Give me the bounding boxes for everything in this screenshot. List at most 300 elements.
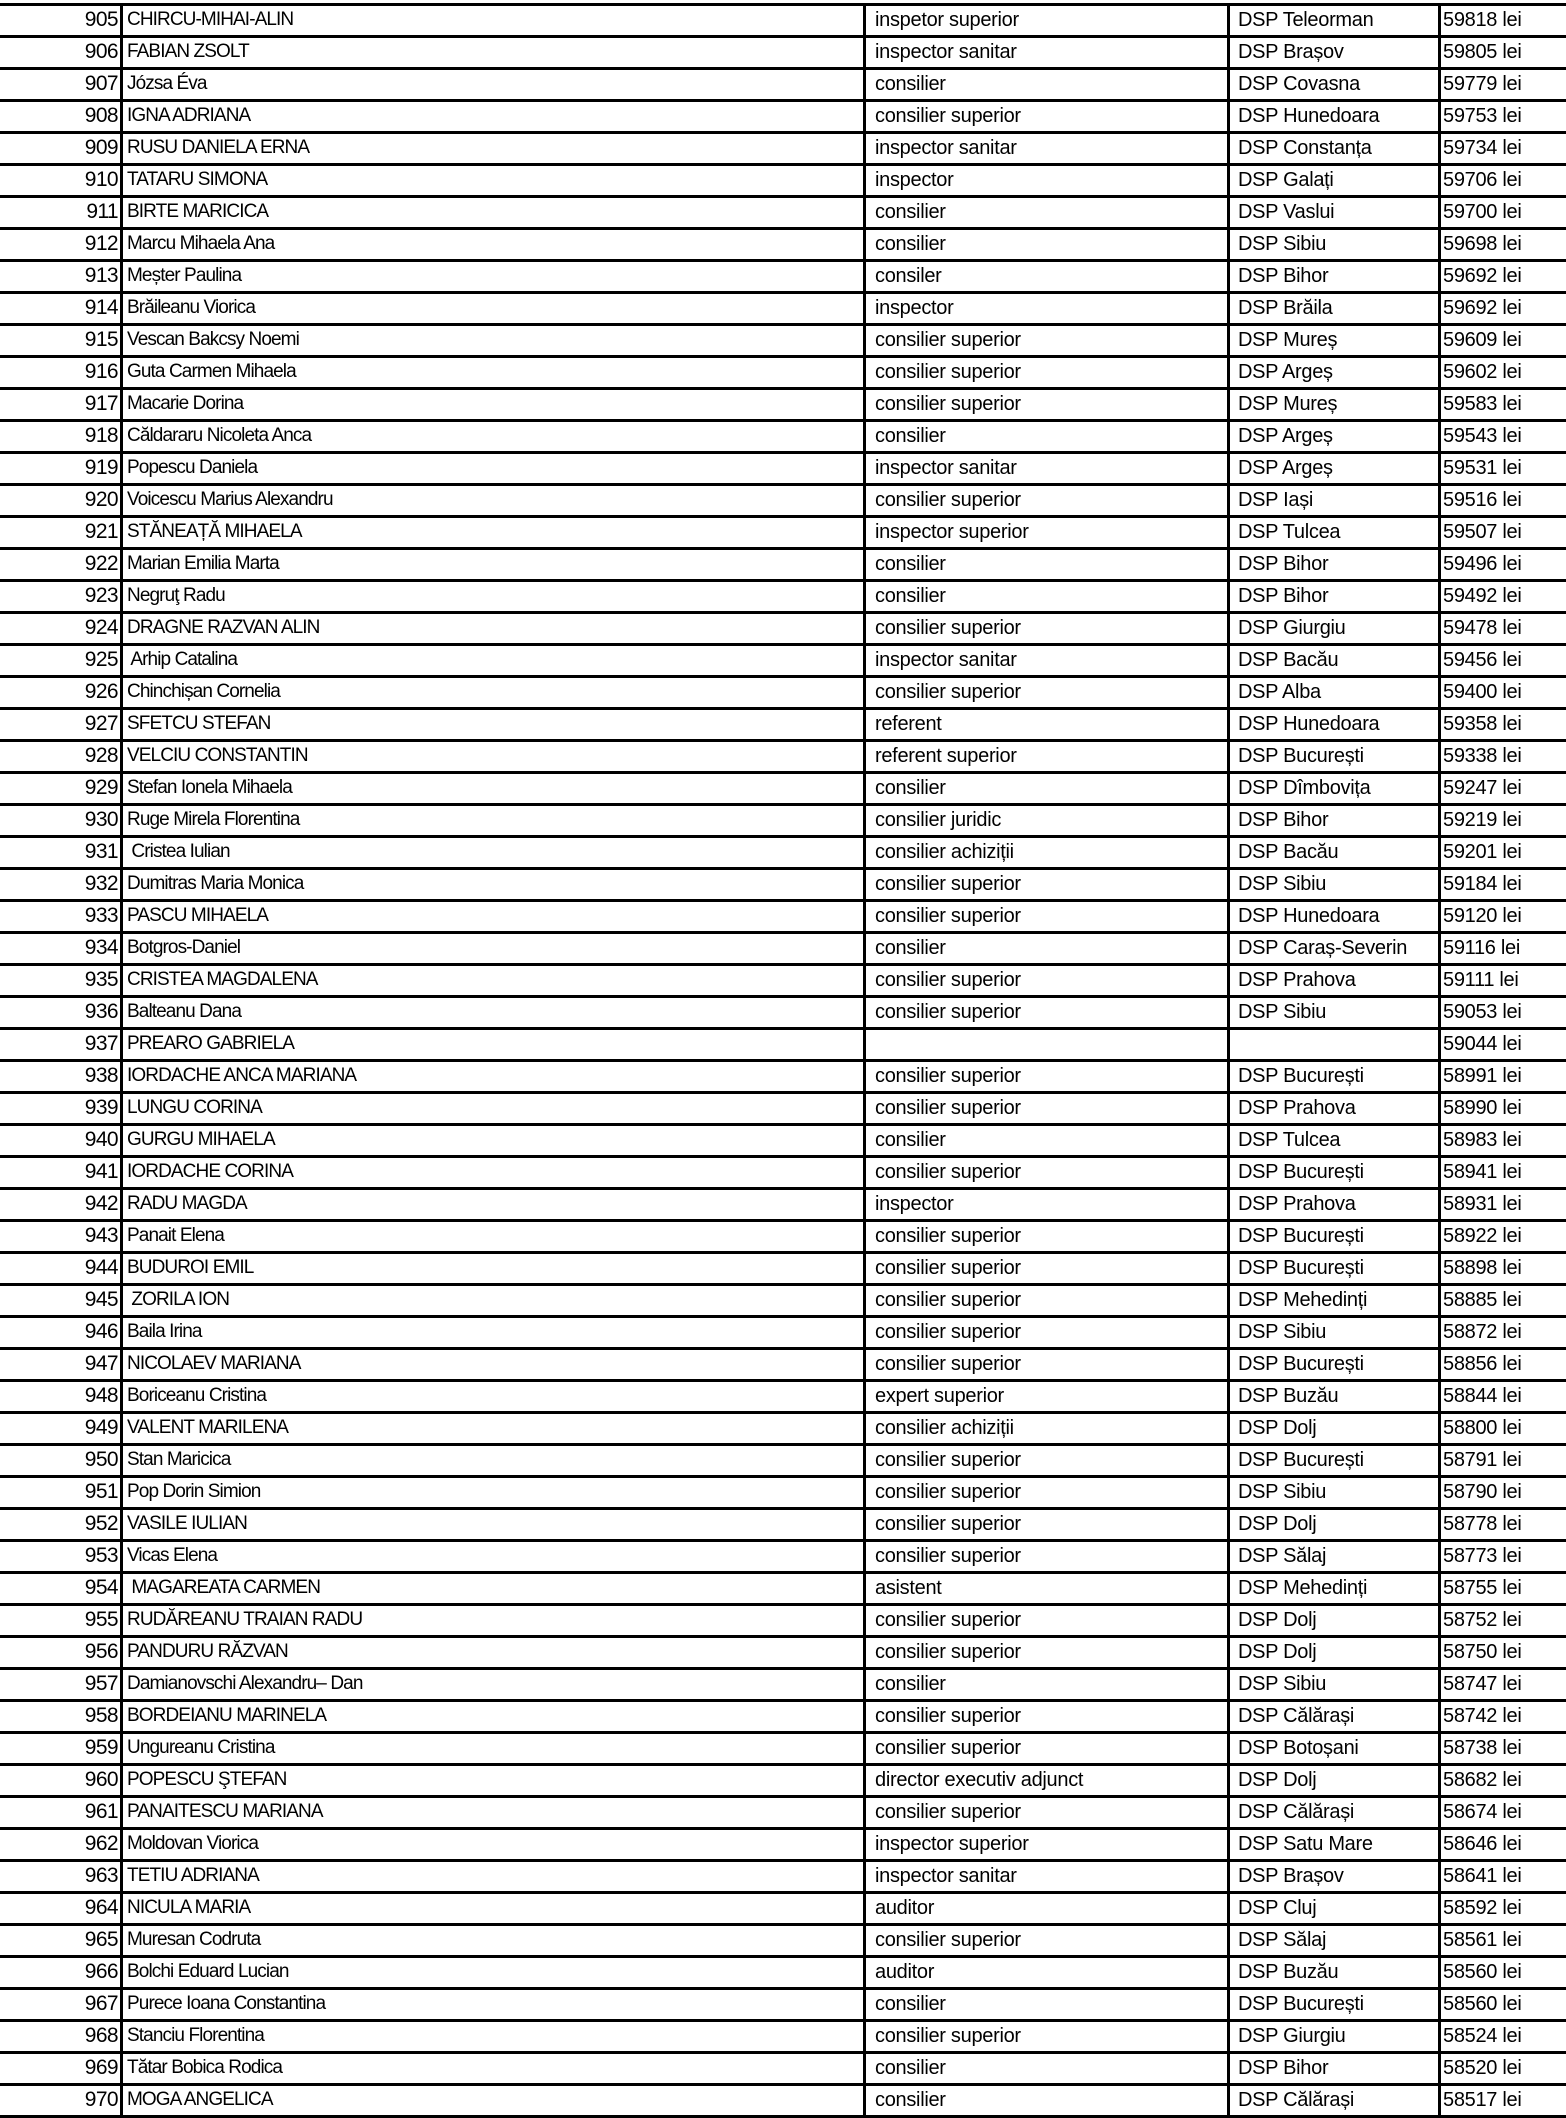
job-function-cell: consilier superior [863,1510,1227,1539]
employee-name-cell: Macarie Dorina [120,390,863,419]
job-function-cell [863,1030,1227,1059]
institution-cell: DSP Bacău [1227,646,1438,675]
row-number-cell: 969 [84,2056,118,2079]
institution-cell [1227,1030,1438,1059]
row-number-cell: 946 [84,1320,118,1343]
employee-name-cell: IGNA ADRIANA [120,102,863,131]
employee-name-cell: RUDĂREANU TRAIAN RADU [120,1606,863,1635]
salary-cell: 59779 lei [1438,70,1566,99]
table-row [0,1123,1566,1155]
salary-cell: 58560 lei [1438,1958,1566,1987]
employee-name-cell: VASILE IULIAN [120,1510,863,1539]
row-number-cell: 914 [84,296,118,319]
table-row [0,1923,1566,1955]
institution-cell: DSP Buzău [1227,1958,1438,1987]
table-row [0,419,1566,451]
table-row [0,3,1566,35]
institution-cell: DSP Dolj [1227,1606,1438,1635]
salary-cell: 58790 lei [1438,1478,1566,1507]
salary-cell: 59358 lei [1438,710,1566,739]
institution-cell: DSP Mureș [1227,390,1438,419]
row-number-cell: 913 [84,264,118,287]
row-number-cell: 924 [84,616,118,639]
row-number-cell: 926 [84,680,118,703]
table-row [0,323,1566,355]
table-row [0,1411,1566,1443]
job-function-cell: consilier [863,70,1227,99]
job-function-cell: consilier superior [863,870,1227,899]
table-row [0,2083,1566,2118]
institution-cell: DSP Satu Mare [1227,1830,1438,1859]
salary-cell: 59053 lei [1438,998,1566,1027]
table-row [0,771,1566,803]
salary-cell: 59818 lei [1438,6,1566,35]
table-row [0,1027,1566,1059]
employee-name-cell: Arhip Catalina [120,646,863,675]
table-row [0,227,1566,259]
employee-name-cell: GURGU MIHAELA [120,1126,863,1155]
table-row [0,1763,1566,1795]
job-function-cell: consiler [863,262,1227,291]
salary-cell: 59478 lei [1438,614,1566,643]
institution-cell: DSP Galați [1227,166,1438,195]
salary-cell: 59609 lei [1438,326,1566,355]
employee-name-cell: Baila Irina [120,1318,863,1347]
employee-name-cell: NICULA MARIA [120,1894,863,1923]
salary-cell: 59201 lei [1438,838,1566,867]
table-row [0,1891,1566,1923]
institution-cell: DSP Călărași [1227,1702,1438,1731]
job-function-cell: asistent [863,1574,1227,1603]
salary-cell: 58592 lei [1438,1894,1566,1923]
job-function-cell: consilier superior [863,102,1227,131]
employee-name-cell: SFETCU STEFAN [120,710,863,739]
salary-cell: 59507 lei [1438,518,1566,547]
table-row [0,1475,1566,1507]
employee-name-cell: Panait Elena [120,1222,863,1251]
row-number-cell: 940 [84,1128,118,1151]
table-row [0,1187,1566,1219]
institution-cell: DSP Brașov [1227,38,1438,67]
table-row [0,195,1566,227]
employee-name-cell: CHIRCU-MIHAI-ALIN [120,6,863,35]
row-number-cell: 955 [84,1608,118,1631]
institution-cell: DSP Mehedinți [1227,1574,1438,1603]
institution-cell: DSP Argeș [1227,422,1438,451]
job-function-cell: consilier superior [863,1254,1227,1283]
institution-cell: DSP Tulcea [1227,518,1438,547]
salary-cell: 58983 lei [1438,1126,1566,1155]
table-row [0,483,1566,515]
row-number-cell: 963 [84,1864,118,1887]
institution-cell: DSP Dolj [1227,1766,1438,1795]
job-function-cell: consilier [863,774,1227,803]
table-row [0,803,1566,835]
row-number-cell: 934 [84,936,118,959]
salary-cell: 58747 lei [1438,1670,1566,1699]
job-function-cell: consilier superior [863,966,1227,995]
salary-cell: 58738 lei [1438,1734,1566,1763]
employee-name-cell: Stan Maricica [120,1446,863,1475]
row-number-cell: 936 [84,1000,118,1023]
institution-cell: DSP Caraș-Severin [1227,934,1438,963]
employee-name-cell: Moldovan Viorica [120,1830,863,1859]
table-row [0,451,1566,483]
institution-cell: DSP București [1227,1446,1438,1475]
institution-cell: DSP Dîmbovița [1227,774,1438,803]
row-number-cell: 931 [84,840,118,863]
salary-cell: 58750 lei [1438,1638,1566,1667]
table-row [0,515,1566,547]
job-function-cell: consilier superior [863,1094,1227,1123]
employee-name-cell: IORDACHE ANCA MARIANA [120,1062,863,1091]
table-row [0,1731,1566,1763]
table-row [0,1283,1566,1315]
job-function-cell: consilier [863,934,1227,963]
row-number-cell: 923 [84,584,118,607]
salary-cell: 58898 lei [1438,1254,1566,1283]
employee-name-cell: STĂNEAȚĂ MIHAELA [120,518,863,547]
job-function-cell: inspector superior [863,1830,1227,1859]
row-number-cell: 961 [84,1800,118,1823]
institution-cell: DSP Dolj [1227,1638,1438,1667]
job-function-cell: inspector sanitar [863,1862,1227,1891]
institution-cell: DSP Hunedoara [1227,902,1438,931]
row-number-cell: 906 [84,40,118,63]
job-function-cell: consilier superior [863,1542,1227,1571]
salary-cell: 59543 lei [1438,422,1566,451]
table-row [0,1635,1566,1667]
row-number-cell: 932 [84,872,118,895]
salary-cell: 59692 lei [1438,294,1566,323]
row-number-cell: 945 [84,1288,118,1311]
table-row [0,1443,1566,1475]
institution-cell: DSP Bihor [1227,806,1438,835]
salary-cell: 58885 lei [1438,1286,1566,1315]
job-function-cell: consilier [863,230,1227,259]
job-function-cell: consilier [863,422,1227,451]
institution-cell: DSP Alba [1227,678,1438,707]
salary-cell: 58646 lei [1438,1830,1566,1859]
table-row [0,1699,1566,1731]
institution-cell: DSP Sibiu [1227,1318,1438,1347]
row-number-cell: 925 [84,648,118,671]
employee-name-cell: FABIAN ZSOLT [120,38,863,67]
employee-name-cell: Popescu Daniela [120,454,863,483]
job-function-cell: inspector sanitar [863,38,1227,67]
row-number-cell: 905 [84,8,118,31]
salary-cell: 58931 lei [1438,1190,1566,1219]
institution-cell: DSP București [1227,1158,1438,1187]
institution-cell: DSP Brăila [1227,294,1438,323]
job-function-cell: consilier superior [863,1446,1227,1475]
row-number-cell: 970 [84,2088,118,2111]
row-number-cell: 942 [84,1192,118,1215]
employee-name-cell: Meșter Paulina [120,262,863,291]
institution-cell: DSP Hunedoara [1227,710,1438,739]
table-row [0,835,1566,867]
job-function-cell: referent [863,710,1227,739]
employee-name-cell: Tătar Bobica Rodica [120,2054,863,2083]
job-function-cell: consilier superior [863,1638,1227,1667]
table-row [0,611,1566,643]
salary-table [0,3,1566,2118]
salary-cell: 58778 lei [1438,1510,1566,1539]
row-number-cell: 910 [84,168,118,191]
employee-name-cell: TATARU SIMONA [120,166,863,195]
employee-name-cell: PANAITESCU MARIANA [120,1798,863,1827]
job-function-cell: consilier superior [863,1350,1227,1379]
table-row [0,675,1566,707]
salary-cell: 58844 lei [1438,1382,1566,1411]
salary-cell: 58755 lei [1438,1574,1566,1603]
row-number-cell: 964 [84,1896,118,1919]
job-function-cell: consilier superior [863,1158,1227,1187]
table-row [0,1539,1566,1571]
row-number-cell: 944 [84,1256,118,1279]
employee-name-cell: ZORILA ION [120,1286,863,1315]
table-row [0,899,1566,931]
salary-cell: 59456 lei [1438,646,1566,675]
salary-cell: 58517 lei [1438,2086,1566,2115]
job-function-cell: auditor [863,1894,1227,1923]
salary-cell: 59753 lei [1438,102,1566,131]
employee-name-cell: Muresan Codruta [120,1926,863,1955]
salary-cell: 59692 lei [1438,262,1566,291]
job-function-cell: consilier superior [863,1286,1227,1315]
job-function-cell: consilier superior [863,326,1227,355]
row-number-cell: 909 [84,136,118,159]
salary-cell: 58800 lei [1438,1414,1566,1443]
row-number-cell: 927 [84,712,118,735]
employee-name-cell: BORDEIANU MARINELA [120,1702,863,1731]
salary-cell: 58941 lei [1438,1158,1566,1187]
employee-name-cell: VALENT MARILENA [120,1414,863,1443]
job-function-cell: expert superior [863,1382,1227,1411]
employee-name-cell: Bolchi Eduard Lucian [120,1958,863,1987]
employee-name-cell: Chinchișan Cornelia [120,678,863,707]
institution-cell: DSP Vaslui [1227,198,1438,227]
institution-cell: DSP Sibiu [1227,870,1438,899]
row-number-cell: 966 [84,1960,118,1983]
table-row [0,1827,1566,1859]
row-number-cell: 953 [84,1544,118,1567]
institution-cell: DSP Sibiu [1227,230,1438,259]
row-number-cell: 948 [84,1384,118,1407]
row-number-cell: 960 [84,1768,118,1791]
table-row [0,1059,1566,1091]
institution-cell: DSP Sibiu [1227,998,1438,1027]
salary-cell: 59247 lei [1438,774,1566,803]
row-number-cell: 949 [84,1416,118,1439]
institution-cell: DSP București [1227,742,1438,771]
job-function-cell: inspector sanitar [863,454,1227,483]
employee-name-cell: Purece Ioana Constantina [120,1990,863,2019]
table-row [0,547,1566,579]
table-row [0,67,1566,99]
employee-name-cell: Brăileanu Viorica [120,294,863,323]
salary-cell: 59496 lei [1438,550,1566,579]
institution-cell: DSP Bihor [1227,2054,1438,2083]
row-number-cell: 929 [84,776,118,799]
row-number-cell: 922 [84,552,118,575]
employee-name-cell: Căldararu Nicoleta Anca [120,422,863,451]
row-number-cell: 951 [84,1480,118,1503]
institution-cell: DSP Argeș [1227,358,1438,387]
salary-cell: 58922 lei [1438,1222,1566,1251]
job-function-cell: consilier superior [863,1798,1227,1827]
employee-name-cell: Botgros-Daniel [120,934,863,963]
institution-cell: DSP Brașov [1227,1862,1438,1891]
salary-cell: 59706 lei [1438,166,1566,195]
row-number-cell: 958 [84,1704,118,1727]
salary-cell: 58773 lei [1438,1542,1566,1571]
salary-cell: 58682 lei [1438,1766,1566,1795]
institution-cell: DSP Hunedoara [1227,102,1438,131]
job-function-cell: consilier achiziții [863,1414,1227,1443]
job-function-cell: consilier superior [863,1222,1227,1251]
row-number-cell: 950 [84,1448,118,1471]
institution-cell: DSP Botoșani [1227,1734,1438,1763]
institution-cell: DSP Dolj [1227,1414,1438,1443]
table-row [0,35,1566,67]
row-number-cell: 941 [84,1160,118,1183]
table-row [0,259,1566,291]
employee-name-cell: Balteanu Dana [120,998,863,1027]
job-function-cell: consilier superior [863,1478,1227,1507]
employee-name-cell: Stanciu Florentina [120,2022,863,2051]
job-function-cell: inspector [863,1190,1227,1219]
row-number-cell: 935 [84,968,118,991]
salary-cell: 59116 lei [1438,934,1566,963]
table-row [0,2051,1566,2083]
job-function-cell: consilier superior [863,614,1227,643]
institution-cell: DSP Argeș [1227,454,1438,483]
row-number-cell: 952 [84,1512,118,1535]
institution-cell: DSP Giurgiu [1227,2022,1438,2051]
employee-name-cell: Dumitras Maria Monica [120,870,863,899]
row-number-cell: 939 [84,1096,118,1119]
job-function-cell: consilier [863,1670,1227,1699]
employee-name-cell: BUDUROI EMIL [120,1254,863,1283]
employee-name-cell: Vescan Bakcsy Noemi [120,326,863,355]
institution-cell: DSP București [1227,1062,1438,1091]
job-function-cell: auditor [863,1958,1227,1987]
job-function-cell: consilier [863,2086,1227,2115]
job-function-cell: consilier [863,1990,1227,2019]
job-function-cell: consilier [863,1126,1227,1155]
institution-cell: DSP București [1227,1990,1438,2019]
job-function-cell: consilier superior [863,2022,1227,2051]
salary-cell: 58561 lei [1438,1926,1566,1955]
table-row [0,387,1566,419]
table-row [0,579,1566,611]
institution-cell: DSP București [1227,1254,1438,1283]
institution-cell: DSP Cluj [1227,1894,1438,1923]
salary-cell: 58872 lei [1438,1318,1566,1347]
employee-name-cell: Ruge Mirela Florentina [120,806,863,835]
employee-name-cell: MAGAREATA CARMEN [120,1574,863,1603]
institution-cell: DSP Covasna [1227,70,1438,99]
row-number-cell: 911 [86,200,118,223]
institution-cell: DSP Călărași [1227,1798,1438,1827]
row-number-cell: 918 [84,424,118,447]
row-number-cell: 933 [84,904,118,927]
institution-cell: DSP Bihor [1227,262,1438,291]
institution-cell: DSP București [1227,1222,1438,1251]
salary-cell: 59400 lei [1438,678,1566,707]
job-function-cell: consilier superior [863,1734,1227,1763]
salary-cell: 58856 lei [1438,1350,1566,1379]
employee-name-cell: NICOLAEV MARIANA [120,1350,863,1379]
employee-name-cell: Voicescu Marius Alexandru [120,486,863,515]
job-function-cell: consilier achiziții [863,838,1227,867]
table-row [0,1251,1566,1283]
table-row [0,1859,1566,1891]
employee-name-cell: Cristea Iulian [120,838,863,867]
institution-cell: DSP Bihor [1227,550,1438,579]
employee-name-cell: Marian Emilia Marta [120,550,863,579]
salary-cell: 59338 lei [1438,742,1566,771]
salary-cell: 59583 lei [1438,390,1566,419]
table-row [0,1347,1566,1379]
row-number-cell: 928 [84,744,118,767]
job-function-cell: inspector [863,166,1227,195]
institution-cell: DSP Mureș [1227,326,1438,355]
table-row [0,1571,1566,1603]
row-number-cell: 938 [84,1064,118,1087]
row-number-cell: 967 [84,1992,118,2015]
salary-cell: 59516 lei [1438,486,1566,515]
employee-name-cell: RUSU DANIELA ERNA [120,134,863,163]
job-function-cell: consilier superior [863,1606,1227,1635]
job-function-cell: consilier superior [863,1062,1227,1091]
employee-name-cell: Guta Carmen Mihaela [120,358,863,387]
job-function-cell: consilier superior [863,1318,1227,1347]
table-row [0,707,1566,739]
table-row [0,1507,1566,1539]
job-function-cell: inspetor superior [863,6,1227,35]
institution-cell: DSP Buzău [1227,1382,1438,1411]
table-row [0,739,1566,771]
employee-name-cell: DRAGNE RAZVAN ALIN [120,614,863,643]
salary-cell: 59531 lei [1438,454,1566,483]
job-function-cell: consilier superior [863,486,1227,515]
table-row [0,291,1566,323]
table-row [0,1315,1566,1347]
salary-cell: 59184 lei [1438,870,1566,899]
employee-name-cell: MOGA ANGELICA [120,2086,863,2115]
salary-cell: 59700 lei [1438,198,1566,227]
job-function-cell: inspector sanitar [863,646,1227,675]
employee-name-cell: TETIU ADRIANA [120,1862,863,1891]
table-row [0,131,1566,163]
salary-cell: 58791 lei [1438,1446,1566,1475]
job-function-cell: consilier superior [863,1702,1227,1731]
institution-cell: DSP Prahova [1227,1190,1438,1219]
job-function-cell: consilier superior [863,1926,1227,1955]
employee-name-cell: PANDURU RĂZVAN [120,1638,863,1667]
salary-cell: 58520 lei [1438,2054,1566,2083]
row-number-cell: 962 [84,1832,118,1855]
employee-name-cell: LUNGU CORINA [120,1094,863,1123]
employee-name-cell: Marcu Mihaela Ana [120,230,863,259]
salary-cell: 58674 lei [1438,1798,1566,1827]
institution-cell: DSP București [1227,1350,1438,1379]
table-row [0,1219,1566,1251]
row-number-cell: 968 [84,2024,118,2047]
table-row [0,995,1566,1027]
